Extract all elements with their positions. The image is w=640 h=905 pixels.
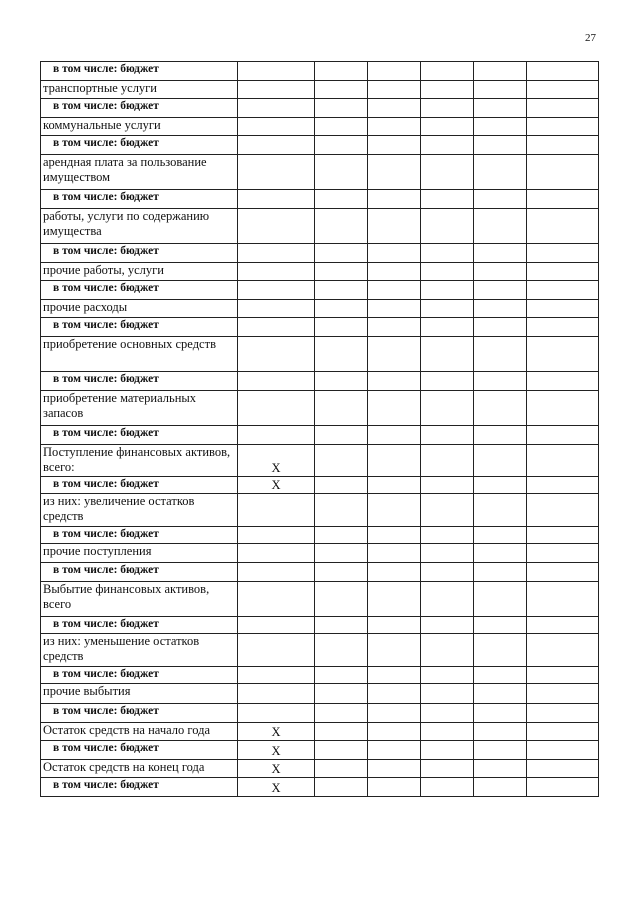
value-cell — [474, 281, 527, 300]
value-cell — [421, 494, 474, 527]
value-cell — [315, 778, 368, 797]
budget-subrow — [41, 704, 599, 723]
value-cell — [368, 244, 421, 263]
value-cell — [527, 155, 599, 190]
value-cell — [421, 563, 474, 582]
value-cell — [368, 544, 421, 563]
row-label: прочие поступления — [41, 544, 238, 563]
value-cell — [527, 477, 599, 494]
x-mark-cell: X — [238, 760, 315, 778]
value-cell — [368, 634, 421, 667]
row-label: транспортные услуги — [41, 81, 238, 99]
budget-subrow — [41, 318, 599, 337]
value-cell — [474, 527, 527, 544]
value-cell — [474, 704, 527, 723]
value-cell — [527, 778, 599, 797]
x-mark-cell — [238, 81, 315, 99]
value-cell — [368, 209, 421, 244]
value-cell — [474, 634, 527, 667]
value-cell — [315, 634, 368, 667]
row-label: работы, услуги по содержанию имущества — [41, 209, 238, 244]
value-cell — [421, 337, 474, 372]
value-cell — [527, 527, 599, 544]
value-cell — [474, 760, 527, 778]
value-cell — [315, 563, 368, 582]
value-cell — [421, 118, 474, 136]
row-label: в том числе: бюджет — [41, 477, 238, 494]
table-row — [41, 634, 599, 667]
value-cell — [421, 667, 474, 684]
value-cell — [315, 544, 368, 563]
value-cell — [315, 704, 368, 723]
value-cell — [421, 760, 474, 778]
value-cell — [368, 318, 421, 337]
value-cell — [527, 741, 599, 760]
value-cell — [421, 281, 474, 300]
value-cell — [527, 617, 599, 634]
value-cell — [474, 563, 527, 582]
budget-subrow — [41, 741, 599, 760]
x-mark-cell — [238, 318, 315, 337]
value-cell — [368, 337, 421, 372]
row-label: в том числе: бюджет — [41, 190, 238, 209]
x-mark-cell — [238, 62, 315, 81]
value-cell — [421, 318, 474, 337]
x-mark-cell — [238, 281, 315, 300]
value-cell — [474, 544, 527, 563]
value-cell — [315, 337, 368, 372]
x-mark-cell — [238, 426, 315, 445]
x-mark-cell — [238, 244, 315, 263]
budget-subrow — [41, 372, 599, 391]
value-cell — [315, 426, 368, 445]
row-label: из них: увеличение остатков средств — [41, 494, 238, 527]
value-cell — [315, 99, 368, 118]
value-cell — [474, 426, 527, 445]
value-cell — [474, 741, 527, 760]
value-cell — [527, 136, 599, 155]
budget-subrow — [41, 617, 599, 634]
x-mark-cell — [238, 99, 315, 118]
value-cell — [527, 544, 599, 563]
row-label: прочие выбытия — [41, 684, 238, 704]
value-cell — [474, 81, 527, 99]
value-cell — [474, 136, 527, 155]
x-mark-cell — [238, 155, 315, 190]
x-mark-cell — [238, 209, 315, 244]
value-cell — [421, 426, 474, 445]
x-mark-cell — [238, 190, 315, 209]
value-cell — [421, 582, 474, 617]
value-cell — [474, 155, 527, 190]
value-cell — [421, 527, 474, 544]
value-cell — [421, 778, 474, 797]
table-row — [41, 494, 599, 527]
value-cell — [527, 244, 599, 263]
value-cell — [421, 300, 474, 318]
value-cell — [315, 136, 368, 155]
budget-subrow — [41, 477, 599, 494]
value-cell — [474, 723, 527, 741]
value-cell — [421, 190, 474, 209]
value-cell — [527, 684, 599, 704]
value-cell — [368, 760, 421, 778]
value-cell — [315, 723, 368, 741]
value-cell — [368, 778, 421, 797]
value-cell — [315, 62, 368, 81]
value-cell — [315, 318, 368, 337]
value-cell — [368, 190, 421, 209]
x-mark-cell: X — [238, 778, 315, 797]
value-cell — [368, 300, 421, 318]
value-cell — [315, 391, 368, 426]
value-cell — [368, 445, 421, 477]
value-cell — [368, 155, 421, 190]
value-cell — [527, 337, 599, 372]
x-mark-cell — [238, 617, 315, 634]
x-mark-cell — [238, 136, 315, 155]
value-cell — [421, 155, 474, 190]
value-cell — [474, 667, 527, 684]
value-cell — [527, 426, 599, 445]
value-cell — [315, 617, 368, 634]
row-label: в том числе: бюджет — [41, 244, 238, 263]
x-mark-cell — [238, 494, 315, 527]
value-cell — [315, 684, 368, 704]
row-label: в том числе: бюджет — [41, 778, 238, 797]
value-cell — [527, 209, 599, 244]
value-cell — [527, 318, 599, 337]
value-cell — [527, 391, 599, 426]
budget-subrow — [41, 563, 599, 582]
value-cell — [421, 372, 474, 391]
value-cell — [368, 704, 421, 723]
value-cell — [527, 81, 599, 99]
value-cell — [421, 209, 474, 244]
table-row — [41, 582, 599, 617]
value-cell — [368, 527, 421, 544]
value-cell — [421, 634, 474, 667]
value-cell — [527, 281, 599, 300]
value-cell — [421, 244, 474, 263]
value-cell — [368, 372, 421, 391]
table-row — [41, 684, 599, 704]
budget-subrow — [41, 136, 599, 155]
value-cell — [474, 99, 527, 118]
value-cell — [527, 99, 599, 118]
table-row — [41, 209, 599, 244]
row-label: прочие работы, услуги — [41, 263, 238, 281]
value-cell — [421, 81, 474, 99]
value-cell — [315, 667, 368, 684]
x-mark-cell — [238, 263, 315, 281]
value-cell — [315, 760, 368, 778]
value-cell — [315, 527, 368, 544]
value-cell — [474, 477, 527, 494]
x-mark-cell — [238, 527, 315, 544]
x-mark-cell — [238, 118, 315, 136]
value-cell — [315, 263, 368, 281]
value-cell — [527, 667, 599, 684]
value-cell — [368, 582, 421, 617]
x-mark-cell: X — [238, 445, 315, 477]
value-cell — [527, 300, 599, 318]
row-label: в том числе: бюджет — [41, 281, 238, 300]
value-cell — [421, 684, 474, 704]
value-cell — [527, 634, 599, 667]
value-cell — [421, 445, 474, 477]
value-cell — [368, 617, 421, 634]
x-mark-cell: X — [238, 477, 315, 494]
row-label: Поступление финансовых активов, всего: — [41, 445, 238, 477]
value-cell — [527, 723, 599, 741]
budget-subrow — [41, 426, 599, 445]
value-cell — [474, 300, 527, 318]
value-cell — [421, 62, 474, 81]
value-cell — [368, 741, 421, 760]
value-cell — [474, 391, 527, 426]
row-label: приобретение материальных запасов — [41, 391, 238, 426]
table-row — [41, 118, 599, 136]
value-cell — [474, 118, 527, 136]
budget-subrow — [41, 62, 599, 81]
x-mark-cell — [238, 300, 315, 318]
row-label: приобретение основных средств — [41, 337, 238, 372]
value-cell — [315, 372, 368, 391]
value-cell — [368, 494, 421, 527]
value-cell — [315, 477, 368, 494]
value-cell — [474, 372, 527, 391]
page-number: 27 — [585, 32, 596, 44]
value-cell — [315, 300, 368, 318]
table-row — [41, 544, 599, 563]
value-cell — [368, 281, 421, 300]
value-cell — [527, 445, 599, 477]
table-row — [41, 337, 599, 372]
value-cell — [421, 99, 474, 118]
value-cell — [474, 778, 527, 797]
row-label: Остаток средств на начало года — [41, 723, 238, 741]
table-row — [41, 391, 599, 426]
value-cell — [474, 318, 527, 337]
value-cell — [368, 62, 421, 81]
value-cell — [527, 494, 599, 527]
value-cell — [527, 760, 599, 778]
value-cell — [368, 118, 421, 136]
value-cell — [527, 582, 599, 617]
value-cell — [315, 281, 368, 300]
value-cell — [315, 81, 368, 99]
row-label: из них: уменьшение остатков средств — [41, 634, 238, 667]
row-label: в том числе: бюджет — [41, 99, 238, 118]
value-cell — [315, 244, 368, 263]
x-mark-cell — [238, 391, 315, 426]
row-label: в том числе: бюджет — [41, 527, 238, 544]
value-cell — [474, 445, 527, 477]
value-cell — [421, 741, 474, 760]
row-label: арендная плата за пользование имуществом — [41, 155, 238, 190]
value-cell — [368, 684, 421, 704]
value-cell — [368, 136, 421, 155]
value-cell — [315, 209, 368, 244]
value-cell — [527, 190, 599, 209]
budget-subrow — [41, 667, 599, 684]
value-cell — [474, 263, 527, 281]
x-mark-cell — [238, 704, 315, 723]
value-cell — [315, 155, 368, 190]
value-cell — [421, 723, 474, 741]
table-row — [41, 300, 599, 318]
value-cell — [474, 494, 527, 527]
budget-subrow — [41, 527, 599, 544]
value-cell — [527, 563, 599, 582]
value-cell — [368, 477, 421, 494]
value-cell — [315, 190, 368, 209]
row-label: в том числе: бюджет — [41, 372, 238, 391]
x-mark-cell — [238, 684, 315, 704]
value-cell — [315, 582, 368, 617]
value-cell — [527, 372, 599, 391]
row-label: в том числе: бюджет — [41, 62, 238, 81]
value-cell — [421, 263, 474, 281]
value-cell — [421, 544, 474, 563]
row-label: в том числе: бюджет — [41, 617, 238, 634]
row-label: в том числе: бюджет — [41, 426, 238, 445]
value-cell — [315, 118, 368, 136]
value-cell — [368, 426, 421, 445]
x-mark-cell — [238, 372, 315, 391]
value-cell — [421, 704, 474, 723]
budget-subrow — [41, 778, 599, 797]
x-mark-cell — [238, 337, 315, 372]
table-row — [41, 81, 599, 99]
table-row — [41, 155, 599, 190]
table-row — [41, 760, 599, 778]
value-cell — [474, 62, 527, 81]
value-cell — [368, 391, 421, 426]
table-row — [41, 445, 599, 477]
value-cell — [474, 209, 527, 244]
budget-subrow — [41, 190, 599, 209]
row-label: Выбытие финансовых активов, всего — [41, 582, 238, 617]
x-mark-cell — [238, 544, 315, 563]
row-label: в том числе: бюджет — [41, 318, 238, 337]
value-cell — [527, 118, 599, 136]
value-cell — [527, 704, 599, 723]
row-label: в том числе: бюджет — [41, 563, 238, 582]
table-row — [41, 723, 599, 741]
value-cell — [421, 391, 474, 426]
value-cell — [474, 684, 527, 704]
row-label: Остаток средств на конец года — [41, 760, 238, 778]
value-cell — [527, 62, 599, 81]
finance-table — [40, 61, 599, 797]
value-cell — [368, 667, 421, 684]
value-cell — [474, 244, 527, 263]
value-cell — [421, 477, 474, 494]
budget-subrow — [41, 99, 599, 118]
value-cell — [474, 582, 527, 617]
row-label: в том числе: бюджет — [41, 136, 238, 155]
value-cell — [368, 99, 421, 118]
table-row — [41, 263, 599, 281]
budget-subrow — [41, 244, 599, 263]
value-cell — [315, 741, 368, 760]
value-cell — [315, 494, 368, 527]
x-mark-cell — [238, 634, 315, 667]
value-cell — [368, 723, 421, 741]
row-label: в том числе: бюджет — [41, 741, 238, 760]
x-mark-cell — [238, 563, 315, 582]
value-cell — [368, 263, 421, 281]
value-cell — [368, 563, 421, 582]
value-cell — [315, 445, 368, 477]
value-cell — [421, 617, 474, 634]
row-label: в том числе: бюджет — [41, 704, 238, 723]
x-mark-cell — [238, 667, 315, 684]
value-cell — [474, 337, 527, 372]
row-label: в том числе: бюджет — [41, 667, 238, 684]
budget-subrow — [41, 281, 599, 300]
x-mark-cell — [238, 582, 315, 617]
value-cell — [527, 263, 599, 281]
value-cell — [368, 81, 421, 99]
value-cell — [474, 190, 527, 209]
x-mark-cell: X — [238, 741, 315, 760]
row-label: прочие расходы — [41, 300, 238, 318]
x-mark-cell: X — [238, 723, 315, 741]
value-cell — [474, 617, 527, 634]
value-cell — [421, 136, 474, 155]
row-label: коммунальные услуги — [41, 118, 238, 136]
